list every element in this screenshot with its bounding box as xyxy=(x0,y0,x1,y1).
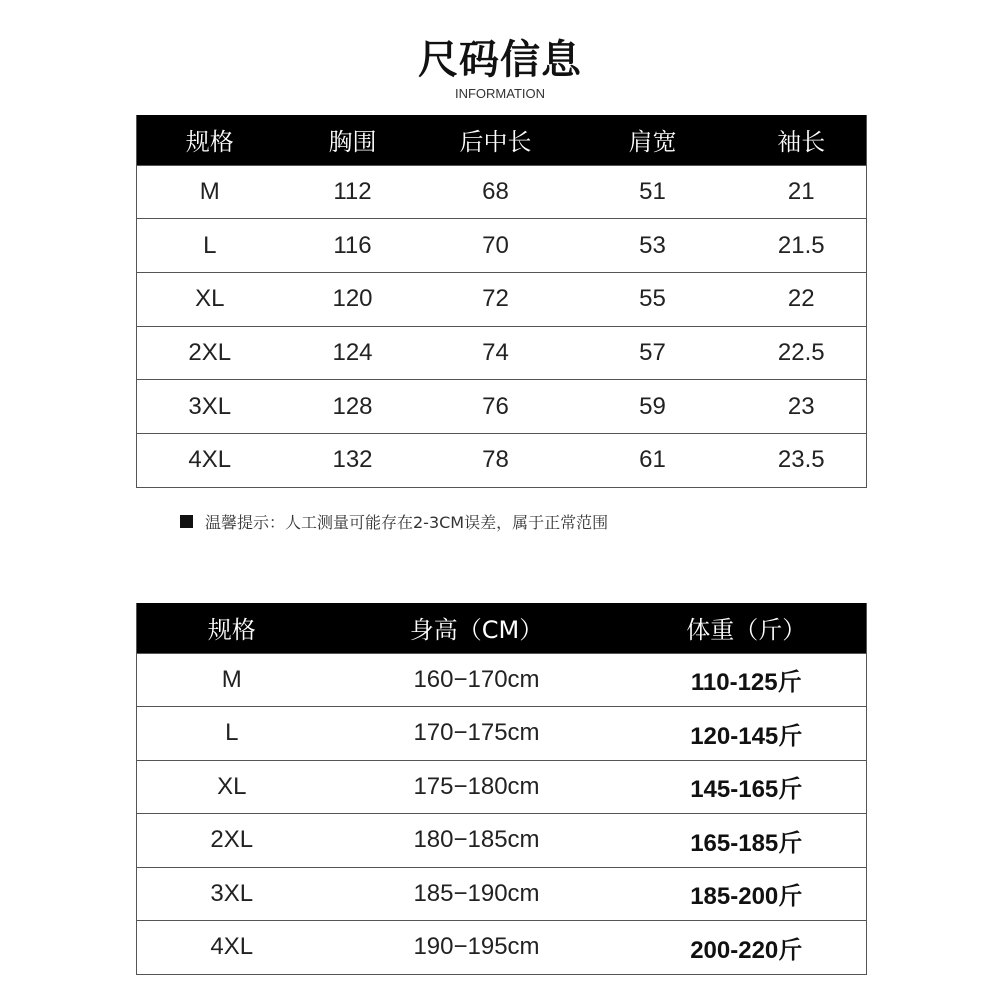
table-cell: 175−180cm xyxy=(327,760,627,814)
page-title: 尺码信息 xyxy=(418,37,582,83)
table-row xyxy=(137,433,867,487)
table-cell: 76 xyxy=(423,380,569,434)
table-row xyxy=(137,380,867,434)
table-cell: 128 xyxy=(283,380,423,434)
table-cell: 23.5 xyxy=(737,433,867,487)
table-cell: 21.5 xyxy=(737,219,867,273)
table-cell: L xyxy=(137,707,327,761)
table-cell: 120-145斤 xyxy=(627,707,867,761)
note-text: 温馨提示：人工测量可能存在2-3CM误差，属于正常范围 xyxy=(205,513,609,532)
table-cell: 200-220斤 xyxy=(627,921,867,975)
table-row xyxy=(137,653,867,707)
table-cell: 116 xyxy=(283,219,423,273)
table-cell: 4XL xyxy=(137,433,283,487)
table-cell: 51 xyxy=(569,165,737,219)
table-cell: 2XL xyxy=(137,326,283,380)
column-header: 规格 xyxy=(137,115,283,165)
fit-recommendation-table xyxy=(136,603,867,975)
size-table-header xyxy=(137,115,867,165)
table-cell: 145-165斤 xyxy=(627,760,867,814)
table-cell: 22 xyxy=(737,272,867,326)
column-header: 胸围 xyxy=(283,115,423,165)
table-row xyxy=(137,326,867,380)
table-cell: 120 xyxy=(283,272,423,326)
table-cell: 53 xyxy=(569,219,737,273)
table-cell: XL xyxy=(137,760,327,814)
table-cell: 22.5 xyxy=(737,326,867,380)
table-row xyxy=(137,165,867,219)
table-cell: 21 xyxy=(737,165,867,219)
table-cell: M xyxy=(137,653,327,707)
table-row xyxy=(137,707,867,761)
column-header: 后中长 xyxy=(423,115,569,165)
page-subtitle: INFORMATION xyxy=(454,86,546,101)
table-cell: 165-185斤 xyxy=(627,814,867,868)
table-row xyxy=(137,219,867,273)
column-header: 身高（CM） xyxy=(327,603,627,653)
table-cell: 23 xyxy=(737,380,867,434)
table-cell: 2XL xyxy=(137,814,327,868)
square-bullet-icon xyxy=(180,515,193,528)
table-cell: 185-200斤 xyxy=(627,867,867,921)
column-header: 肩宽 xyxy=(569,115,737,165)
table-cell: 180−185cm xyxy=(327,814,627,868)
measurement-note xyxy=(180,510,608,533)
table-cell: 110-125斤 xyxy=(627,653,867,707)
table-cell: 57 xyxy=(569,326,737,380)
table-cell: 3XL xyxy=(137,380,283,434)
table-cell: 190−195cm xyxy=(327,921,627,975)
table-cell: 4XL xyxy=(137,921,327,975)
table-cell: 74 xyxy=(423,326,569,380)
table-row xyxy=(137,921,867,975)
table-cell: L xyxy=(137,219,283,273)
table-cell: 170−175cm xyxy=(327,707,627,761)
table-cell: 3XL xyxy=(137,867,327,921)
table-cell: 61 xyxy=(569,433,737,487)
table-cell: 160−170cm xyxy=(327,653,627,707)
table-cell: 112 xyxy=(283,165,423,219)
table-cell: 59 xyxy=(569,380,737,434)
column-header: 规格 xyxy=(137,603,327,653)
table-cell: 124 xyxy=(283,326,423,380)
column-header: 袖长 xyxy=(737,115,867,165)
table-cell: 185−190cm xyxy=(327,867,627,921)
table-cell: XL xyxy=(137,272,283,326)
size-measurement-table xyxy=(136,115,867,488)
column-header: 体重（斤） xyxy=(627,603,867,653)
table-cell: 68 xyxy=(423,165,569,219)
table-row xyxy=(137,760,867,814)
table-row xyxy=(137,814,867,868)
table-cell: M xyxy=(137,165,283,219)
table-row xyxy=(137,272,867,326)
table-cell: 132 xyxy=(283,433,423,487)
table-cell: 72 xyxy=(423,272,569,326)
table-cell: 70 xyxy=(423,219,569,273)
table-row xyxy=(137,867,867,921)
fit-table-header xyxy=(137,603,867,653)
table-cell: 78 xyxy=(423,433,569,487)
table-cell: 55 xyxy=(569,272,737,326)
